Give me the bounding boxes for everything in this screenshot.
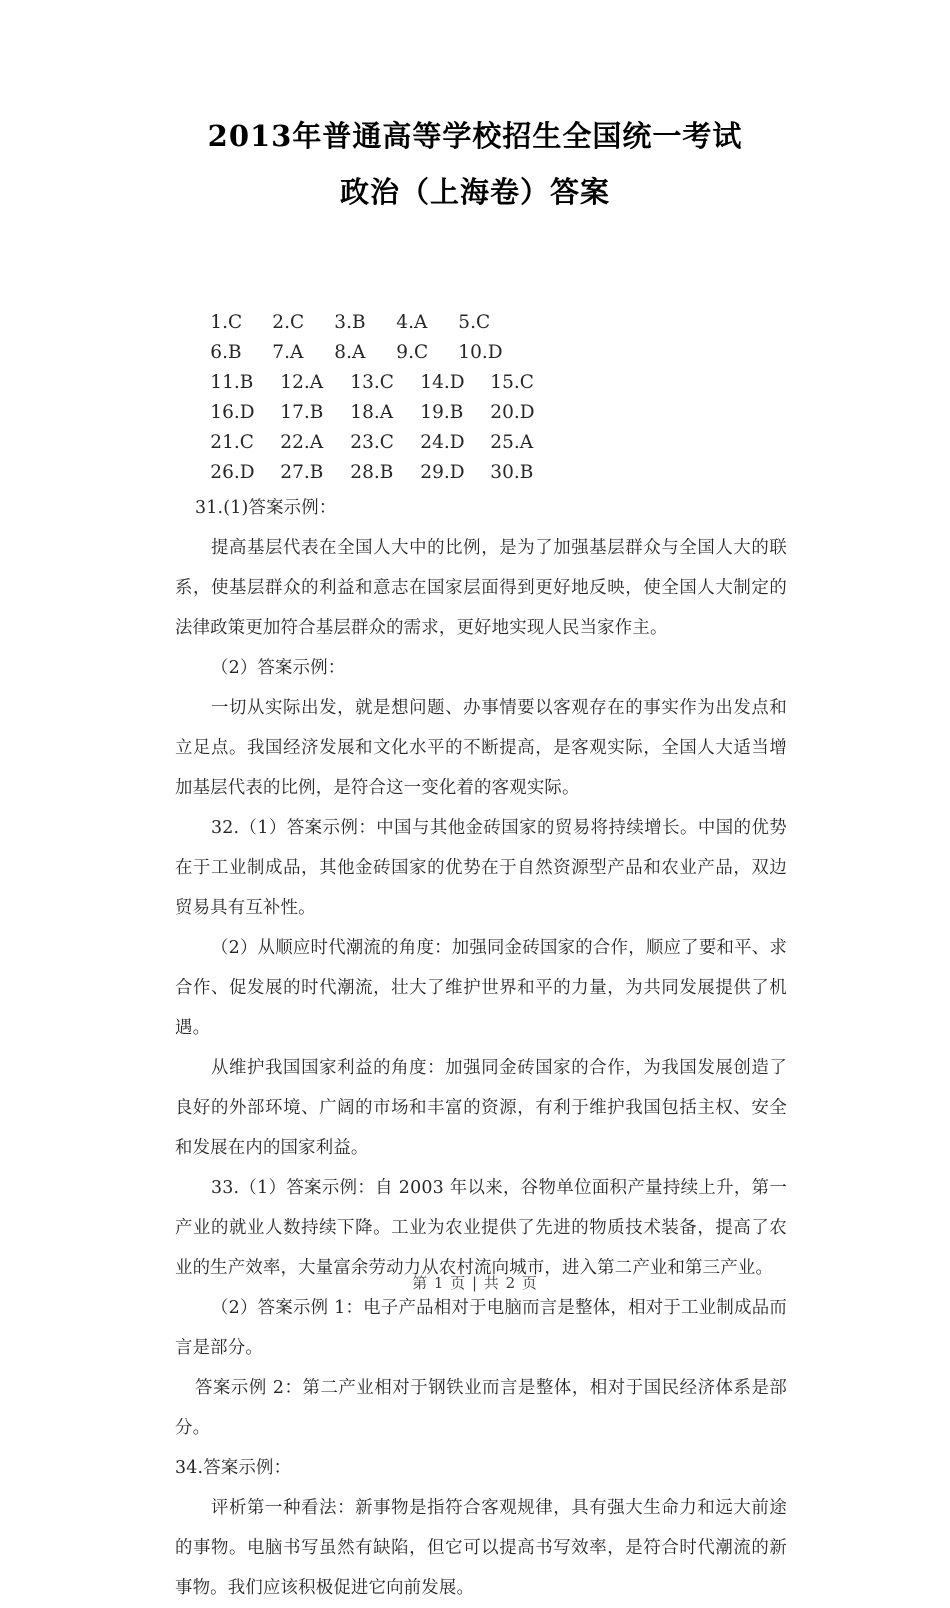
- answer-paragraph-32-2b: 从维护我国国家利益的角度：加强同金砖国家的合作，为我国发展创造了良好的外部环境、广阔的市场和丰富的资源，有利于维护我国包括主权、安全和发展在内的国家利益。: [175, 1058, 787, 1158]
- answer-cell: 15.C: [490, 372, 534, 393]
- page-footer: 第 1 页 | 共 2 页: [412, 1274, 538, 1292]
- answer-paragraph-33-2: （2）答案示例 1：电子产品相对于电脑而言是整体，相对于工业制成品而言是部分。: [175, 1298, 787, 1358]
- answer-cell: 30.B: [490, 462, 534, 483]
- answer-cell: 18.A: [350, 402, 394, 423]
- page-title-line-1: 2013年普通高等学校招生全国统一考试: [207, 119, 743, 153]
- answer-heading-34: 34.答案示例：: [175, 1458, 292, 1478]
- answer-cell: 13.C: [350, 372, 394, 393]
- answer-paragraph-34: 评析第一种看法：新事物是指符合客观规律，具有强大生命力和远大前途的事物。电脑书写虽然有缺陷，但它可以提高书写效率，是符合时代潮流的新事物。我们应该积极促进它向前发展。: [175, 1498, 787, 1598]
- answer-cell: 9.C: [396, 342, 429, 363]
- answer-key-row: [175, 278, 595, 333]
- document-title-block: [0, 112, 950, 216]
- answer-cell: 21.C: [210, 432, 254, 453]
- answer-cell: 7.A: [272, 342, 304, 363]
- answer-paragraph-31-2: 一切从实际出发，就是想问题、办事情要以客观存在的事实作为出发点和立足点。我国经济发展和文化水平的不断提高，是客观实际，全国人大适当增加基层代表的比例，是符合这一变化着的客观实际。: [175, 698, 787, 798]
- answer-heading-31: 31.(1)答案示例：: [195, 498, 337, 518]
- answer-heading-31-2: （2）答案示例：: [211, 658, 346, 678]
- answer-cell: 19.B: [420, 402, 464, 423]
- answer-cell: 8.A: [334, 342, 366, 363]
- answer-body: [175, 488, 787, 1608]
- answer-key-list: [175, 278, 595, 483]
- answer-cell: 23.C: [350, 432, 394, 453]
- answer-paragraph-33-1: 33.（1）答案示例：自 2003 年以来，谷物单位面积产量持续上升，第一产业的就业人数持续下降。工业为农业提供了先进的物质技术装备，提高了农业的生产效率，大量富余劳动力从农村流向城市，进入第二产业和第三产业。: [175, 1178, 787, 1278]
- answer-paragraph-33-2b: 答案示例 2：第二产业相对于钢铁业而言是整体，相对于国民经济体系是部分。: [175, 1378, 787, 1438]
- answer-cell: 2.C: [272, 312, 305, 333]
- answer-paragraph-31-1: 提高基层代表在全国人大中的比例，是为了加强基层群众与全国人大的联系，使基层群众的利益和意志在国家层面得到更好地反映，使全国人大制定的法律政策更加符合基层群众的需求，更好地实现人民当家作主。: [175, 538, 787, 638]
- answer-cell: 22.A: [280, 432, 324, 453]
- page-title-line-2: 政治（上海卷）答案: [339, 175, 610, 209]
- answer-cell: 29.D: [420, 462, 465, 483]
- answer-cell: 24.D: [420, 432, 465, 453]
- answer-cell: 1.C: [210, 312, 243, 333]
- answer-cell: 4.A: [396, 312, 428, 333]
- answer-cell: 25.A: [490, 432, 534, 453]
- answer-cell: 16.D: [210, 402, 255, 423]
- answer-paragraph-32-2: （2）从顺应时代潮流的角度：加强同金砖国家的合作，顺应了要和平、求合作、促发展的时代潮流，壮大了维护世界和平的力量，为共同发展提供了机遇。: [175, 938, 787, 1038]
- answer-cell: 28.B: [350, 462, 394, 483]
- answer-paragraph-32-1: 32.（1）答案示例：中国与其他金砖国家的贸易将持续增长。中国的优势在于工业制成品，其他金砖国家的优势在于自然资源型产品和农业产品，双边贸易具有互补性。: [175, 818, 787, 918]
- answer-cell: 20.D: [490, 402, 535, 423]
- answer-cell: 26.D: [210, 462, 255, 483]
- answer-cell: 12.A: [280, 372, 324, 393]
- answer-cell: 14.D: [420, 372, 465, 393]
- answer-cell: 17.B: [280, 402, 324, 423]
- answer-cell: 27.B: [280, 462, 324, 483]
- answer-cell: 11.B: [210, 372, 254, 393]
- answer-cell: 3.B: [334, 312, 366, 333]
- answer-cell: 10.D: [458, 342, 503, 363]
- answer-cell: 5.C: [458, 312, 491, 333]
- answer-cell: 6.B: [210, 342, 242, 363]
